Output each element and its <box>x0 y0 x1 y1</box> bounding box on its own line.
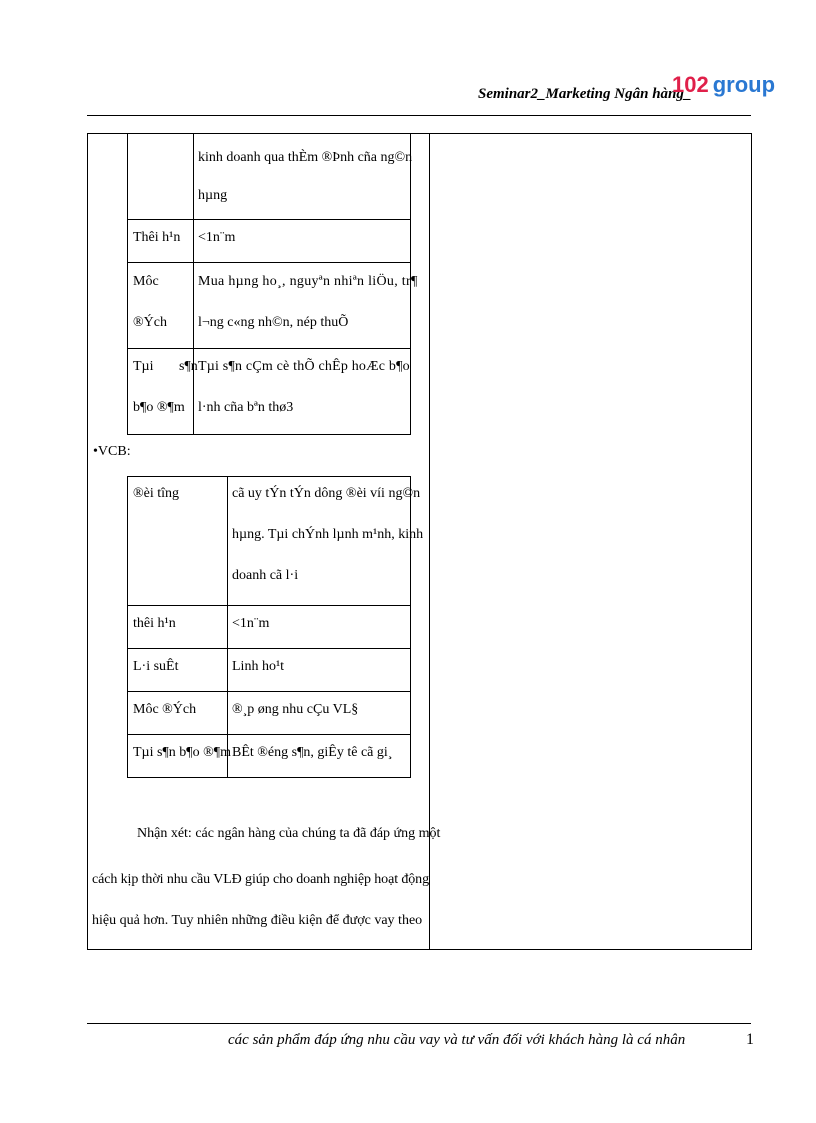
table2-row0-label: ®èi tîng <box>133 486 180 501</box>
table2-row1-value: <1n¨m <box>232 616 270 631</box>
table1-row3-label-line1: Tµi s¶n <box>133 359 198 374</box>
header-title: Seminar2_Marketing Ngân hàng_ <box>478 86 692 102</box>
footer-rule <box>87 1023 751 1024</box>
table2-row0-value-line3: doanh cã l·i <box>232 568 299 583</box>
table1-row0-value-line2: hµng <box>198 188 228 203</box>
table2-row1-label: thêi h¹n <box>133 616 176 631</box>
table1-row2-label-line2: ®Ých <box>133 315 167 330</box>
table2-row2-label: L·i suÊt <box>133 659 179 674</box>
table2-row4-value: BÊt ®éng s¶n, giÊy tê cã gi¸ <box>232 745 393 760</box>
table2-row4-label: Tµi s¶n b¶o ®¶m <box>133 745 232 760</box>
table2-row3-label: Môc ®Ých <box>133 702 197 717</box>
table1-row3-value-line2: l·nh cña bªn thø3 <box>198 400 294 415</box>
page-number: 1 <box>746 1031 754 1048</box>
remark-line2: cách kịp thời nhu cầu VLĐ giúp cho doanh nghiệp hoạt động <box>92 872 429 887</box>
table1-row0-value-line1: kinh doanh qua thÈm ®Þnh cña ng©n <box>198 150 413 165</box>
group-logo <box>672 72 775 98</box>
table2-row2-value: Linh ho¹t <box>232 659 285 674</box>
table1-row2-value-line1: Mua hµng ho¸, nguyªn nhiªn liÖu, tr¶ <box>198 274 418 289</box>
table1-row1-value: <1n¨m <box>198 230 236 245</box>
table2-row0-value-line1: cã uy tÝn tÝn dông ®èi víi ng©n <box>232 486 421 501</box>
table1-row1-label: Thêi h¹n <box>133 230 181 245</box>
table2-row3-value: ®¸p øng nhu cÇu VL§ <box>232 702 359 717</box>
remark-line1: Nhận xét: các ngân hàng của chúng ta đã đáp ứng một <box>137 826 441 841</box>
vcb-label: •VCB: <box>93 444 131 459</box>
table1-row2-value-line2: l¬ng c«ng nh©n, nép thuÕ <box>198 315 349 330</box>
table1-row2-label-line1: Môc <box>133 274 159 289</box>
logo-number: 102 <box>672 72 709 97</box>
footer-text: các sản phẩm đáp ứng nhu cầu vay và tư vấn đối với khách hàng là cá nhân <box>228 1032 686 1048</box>
table2-row0-value-line2: hµng. Tµi chÝnh lµnh m¹nh, kinh <box>232 527 424 542</box>
table1-row3-label-line2: b¶o ®¶m <box>133 400 185 415</box>
logo-word: group <box>712 72 776 97</box>
header-rule <box>87 115 751 116</box>
remark-line3: hiệu quả hơn. Tuy nhiên những điều kiện để được vay theo <box>92 913 423 928</box>
table1-row3-value-line1: Tµi s¶n cÇm cè thÕ chÊp hoÆc b¶o <box>198 359 410 374</box>
